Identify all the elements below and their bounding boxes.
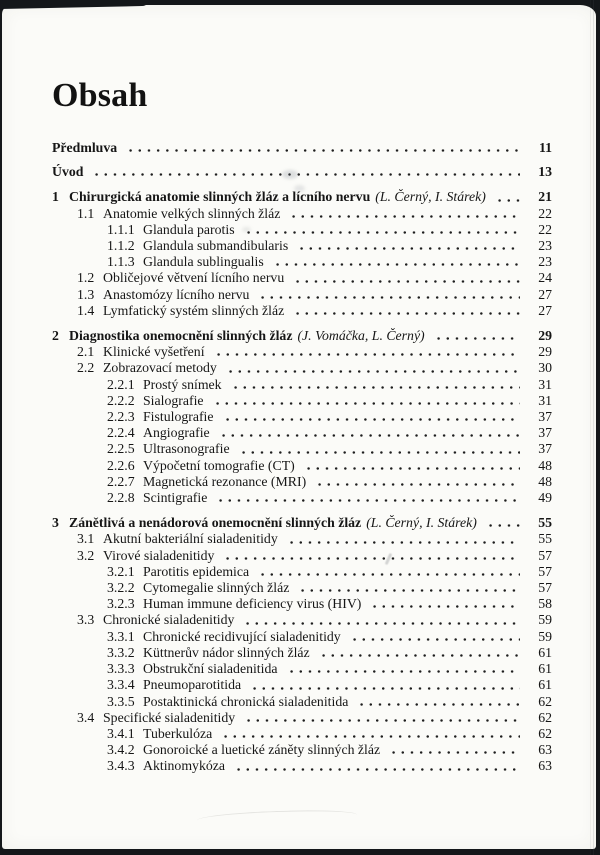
- toc-entry-page: 59: [538, 628, 552, 644]
- toc-entry: [52, 303, 552, 319]
- toc-entry-label: Postaktinická chronická sialadenitida: [143, 693, 349, 709]
- toc-entry: [52, 254, 552, 270]
- toc-entry-page: 37: [538, 425, 552, 441]
- dot-leader: [370, 596, 520, 612]
- toc-entry-number: 3.3.3: [107, 661, 135, 677]
- toc-entry: [52, 612, 552, 628]
- toc-entry-label: Specifické sialadenitidy: [103, 709, 236, 725]
- toc-entry-number: 2.2.2: [107, 392, 135, 408]
- toc-entry-label: Předmluva: [52, 140, 118, 155]
- toc-entry-number: 1.2: [77, 270, 95, 286]
- toc-entry-authors: (L. Černý, I. Stárek): [375, 189, 486, 205]
- toc-entry-label: Chronické sialadenitidy: [103, 612, 235, 628]
- toc-content: [2, 5, 596, 849]
- toc-entry: [52, 287, 552, 303]
- toc-entry-number: 2.2.6: [107, 457, 135, 473]
- toc-entry-number: 1: [52, 189, 59, 205]
- toc-entry-label: Aktinomykóza: [143, 758, 225, 774]
- toc-entry-label: Zobrazovací metody: [103, 360, 217, 376]
- dot-leader: [226, 360, 520, 376]
- dot-leader: [126, 140, 520, 156]
- toc-entry-page: 63: [538, 758, 552, 774]
- dot-leader: [293, 270, 520, 286]
- dot-leader: [287, 661, 521, 677]
- toc-entry: [52, 694, 552, 710]
- dot-leader: [213, 393, 520, 409]
- toc-entry-page: 48: [538, 473, 552, 489]
- toc-entry-page: 57: [538, 547, 552, 563]
- toc-entry-page: 58: [538, 596, 552, 612]
- dot-leader: [214, 344, 520, 360]
- dot-leader: [289, 206, 520, 222]
- toc-entry-number: 3.4: [77, 709, 95, 725]
- toc-entry-page: 23: [538, 254, 552, 270]
- toc-entry-label: Glandula parotis: [143, 221, 235, 237]
- dot-leader: [244, 222, 520, 238]
- toc-entry-number: 3: [52, 515, 59, 531]
- toc-entry-page: 62: [538, 725, 552, 741]
- toc-entry-label: Angiografie: [143, 425, 210, 441]
- toc-entry: [52, 164, 552, 180]
- toc-entry-number: 2.2.8: [107, 490, 135, 506]
- toc-entry-label: Pneumoparotitida: [143, 677, 242, 693]
- toc-entry: [52, 596, 552, 612]
- dot-leader: [273, 254, 520, 270]
- toc-entry: [52, 344, 552, 360]
- page-title: Obsah: [52, 77, 148, 114]
- toc-entry: [52, 661, 552, 677]
- dot-leader: [231, 377, 520, 393]
- toc-entry-number: 3.3.5: [107, 693, 135, 709]
- toc-entry-page: 21: [538, 189, 552, 205]
- dot-leader: [250, 677, 520, 693]
- toc-entry: [52, 515, 552, 531]
- dot-leader: [357, 694, 520, 710]
- toc-entry-label: Anastomózy lícního nervu: [103, 286, 250, 302]
- toc-entry-label: Obstrukční sialadenitida: [143, 661, 278, 677]
- toc-entry: [52, 377, 552, 393]
- dot-leader: [92, 164, 520, 180]
- toc-entry-number: 2.2.1: [107, 376, 135, 392]
- toc-entry-label: Výpočetní tomografie (CT): [143, 457, 295, 473]
- toc-entry-number: 3.3.4: [107, 677, 135, 693]
- toc-entry-page: 29: [538, 344, 552, 360]
- toc-entry-number: 3.2.2: [107, 580, 135, 596]
- toc-entry: [52, 458, 552, 474]
- toc-entry-page: 22: [538, 205, 552, 221]
- toc-entry-page: 29: [538, 328, 552, 344]
- toc-entry-page: 59: [538, 612, 552, 628]
- toc-entry-label: Virové sialadenitidy: [103, 547, 215, 563]
- toc-entry: [52, 548, 552, 564]
- toc-entry: [52, 206, 552, 222]
- toc-entry-label: Cytomegalie slinných žláz: [143, 580, 290, 596]
- toc-entry-number: 3.2.1: [107, 563, 135, 579]
- toc-entry-number: 2.2.3: [107, 409, 135, 425]
- toc-entry: [52, 441, 552, 457]
- dot-leader: [287, 531, 520, 547]
- toc-entry: [52, 140, 552, 156]
- dot-leader: [219, 425, 520, 441]
- toc-entry-page: 57: [538, 580, 552, 596]
- toc-entry-label: Magnetická rezonance (MRI): [143, 473, 307, 489]
- toc-entry: [52, 409, 552, 425]
- toc-entry: [52, 677, 552, 693]
- dot-leader: [298, 580, 520, 596]
- toc-entry-label: Fistulografie: [143, 409, 214, 425]
- toc-entry-label: Zánětlivá a nenádorová onemocnění slinných žláz: [69, 515, 362, 531]
- toc-entry-page: 13: [538, 164, 552, 180]
- toc-entry-page: 62: [538, 709, 552, 725]
- dot-leader: [258, 564, 520, 580]
- toc-entry-page: 30: [538, 360, 552, 376]
- toc-entry: [52, 758, 552, 774]
- toc-entry: [52, 360, 552, 376]
- toc-entry-page: 24: [538, 270, 552, 286]
- toc-entry-number: 1.3: [77, 286, 95, 302]
- toc-entry-number: 2: [52, 328, 59, 344]
- toc-entry: [52, 238, 552, 254]
- toc-entry-number: 3.3.2: [107, 644, 135, 660]
- toc-entry: [52, 222, 552, 238]
- toc-entry-label: Sialografie: [143, 392, 204, 408]
- toc-entry-label: Obličejové větvení lícního nervu: [103, 270, 285, 286]
- book-page: [2, 5, 596, 849]
- toc-entry-page: 23: [538, 238, 552, 254]
- toc-entry-page: 31: [538, 376, 552, 392]
- dot-leader: [293, 303, 520, 319]
- toc-entry-page: 37: [538, 441, 552, 457]
- toc-entry: [52, 564, 552, 580]
- toc-entry-number: 2.2: [77, 360, 95, 376]
- toc-entry-label: Scintigrafie: [143, 490, 208, 506]
- toc-entry-label: Ultrasonografie: [143, 441, 230, 457]
- dot-leader: [234, 758, 520, 774]
- dot-leader: [243, 612, 520, 628]
- toc-entry-page: 57: [538, 563, 552, 579]
- toc-entry-label: Klinické vyšetření: [103, 344, 205, 360]
- toc-entry: [52, 474, 552, 490]
- dot-leader: [297, 238, 520, 254]
- toc-entry: [52, 531, 552, 547]
- toc-entry-page: 61: [538, 661, 552, 677]
- dot-leader: [315, 474, 520, 490]
- toc-entry: [52, 490, 552, 506]
- toc-entry-label: Chronické recidivující sialadenitidy: [143, 628, 341, 644]
- toc-entry-label: Küttnerův nádor slinných žláz: [143, 644, 310, 660]
- toc-entry-page: 63: [538, 742, 552, 758]
- toc-entry-label: Chirurgická anatomie slinných žláz a lícního nervu: [69, 189, 371, 205]
- dot-leader: [319, 645, 520, 661]
- toc-entry-page: 55: [538, 531, 552, 547]
- toc-entry-label: Glandula submandibularis: [143, 238, 289, 254]
- dot-leader: [304, 458, 520, 474]
- toc-entry-page: 22: [538, 221, 552, 237]
- toc-entry: [52, 393, 552, 409]
- toc-entry-number: 1.1: [77, 205, 95, 221]
- toc-entry: [52, 726, 552, 742]
- toc-entry-number: 1.1.2: [107, 238, 135, 254]
- toc-entry: [52, 742, 552, 758]
- toc-entry-number: 1.1.3: [107, 254, 135, 270]
- toc-entry-number: 3.1: [77, 531, 95, 547]
- toc-entry-label: Glandula sublingualis: [143, 254, 264, 270]
- toc-entry: [52, 629, 552, 645]
- dot-leader: [434, 328, 520, 344]
- toc-entry-label: Úvod: [52, 164, 84, 180]
- dot-leader: [223, 548, 520, 564]
- toc-entry: [52, 425, 552, 441]
- toc-entry-number: 3.4.3: [107, 758, 135, 774]
- toc-entry: [52, 710, 552, 726]
- toc-entry-number: 3.4.1: [107, 725, 135, 741]
- dot-leader: [239, 441, 520, 457]
- dot-leader: [221, 726, 520, 742]
- toc-entry-label: Akutní bakteriální sialadenitidy: [103, 531, 278, 547]
- toc-entry: [52, 328, 552, 344]
- toc-entry-number: 2.2.4: [107, 425, 135, 441]
- toc-entry-page: 27: [538, 302, 552, 318]
- toc-entry-label: Tuberkulóza: [143, 725, 213, 741]
- toc-entry-label: Diagnostika onemocnění slinných žláz: [69, 328, 293, 344]
- toc-list: [52, 140, 552, 775]
- toc-entry-page: 61: [538, 644, 552, 660]
- toc-entry-authors: (J. Vomáčka, L. Černý): [297, 328, 425, 344]
- dot-leader: [350, 629, 520, 645]
- toc-entry-page: 48: [538, 457, 552, 473]
- toc-entry-number: 3.3.1: [107, 628, 135, 644]
- toc-entry-label: Prostý snímek: [143, 376, 222, 392]
- toc-entry-number: 3.3: [77, 612, 95, 628]
- dot-leader: [223, 409, 520, 425]
- toc-entry: [52, 645, 552, 661]
- toc-entry: [52, 270, 552, 286]
- toc-entry-page: 27: [538, 286, 552, 302]
- toc-entry-number: 2.2.7: [107, 473, 135, 489]
- toc-entry-page: 55: [538, 515, 552, 531]
- toc-entry-number: 3.4.2: [107, 742, 135, 758]
- scan-edge-line: [590, 0, 591, 855]
- dot-leader: [486, 515, 520, 531]
- toc-entry-page: 49: [538, 490, 552, 506]
- dot-leader: [495, 189, 520, 205]
- toc-entry-number: 1.1.1: [107, 221, 135, 237]
- dot-leader: [216, 490, 520, 506]
- toc-entry-label: Anatomie velkých slinných žláz: [103, 205, 281, 221]
- toc-entry-number: 2.1: [77, 344, 95, 360]
- toc-entry-authors: (L. Černý, I. Stárek): [366, 515, 477, 531]
- toc-entry-page: 61: [538, 677, 552, 693]
- dot-leader: [389, 742, 520, 758]
- toc-entry-number: 2.2.5: [107, 441, 135, 457]
- toc-entry-number: 1.4: [77, 302, 95, 318]
- dot-leader: [258, 287, 520, 303]
- toc-entry: [52, 189, 552, 205]
- dot-leader: [244, 710, 520, 726]
- toc-entry-number: 3.2: [77, 547, 95, 563]
- toc-entry-label: Lymfatický systém slinných žláz: [103, 302, 285, 318]
- toc-entry-page: 31: [538, 392, 552, 408]
- toc-entry: [52, 580, 552, 596]
- toc-entry-page: 62: [538, 693, 552, 709]
- toc-entry-page: 37: [538, 409, 552, 425]
- scan-edge-line: [593, 0, 594, 855]
- toc-entry-number: 3.2.3: [107, 596, 135, 612]
- toc-entry-label: Human immune deficiency virus (HIV): [143, 596, 362, 612]
- toc-entry-page: 11: [538, 140, 552, 155]
- toc-entry-label: Parotitis epidemica: [143, 563, 250, 579]
- toc-entry-label: Gonoroické a luetické záněty slinných žláz: [143, 742, 381, 758]
